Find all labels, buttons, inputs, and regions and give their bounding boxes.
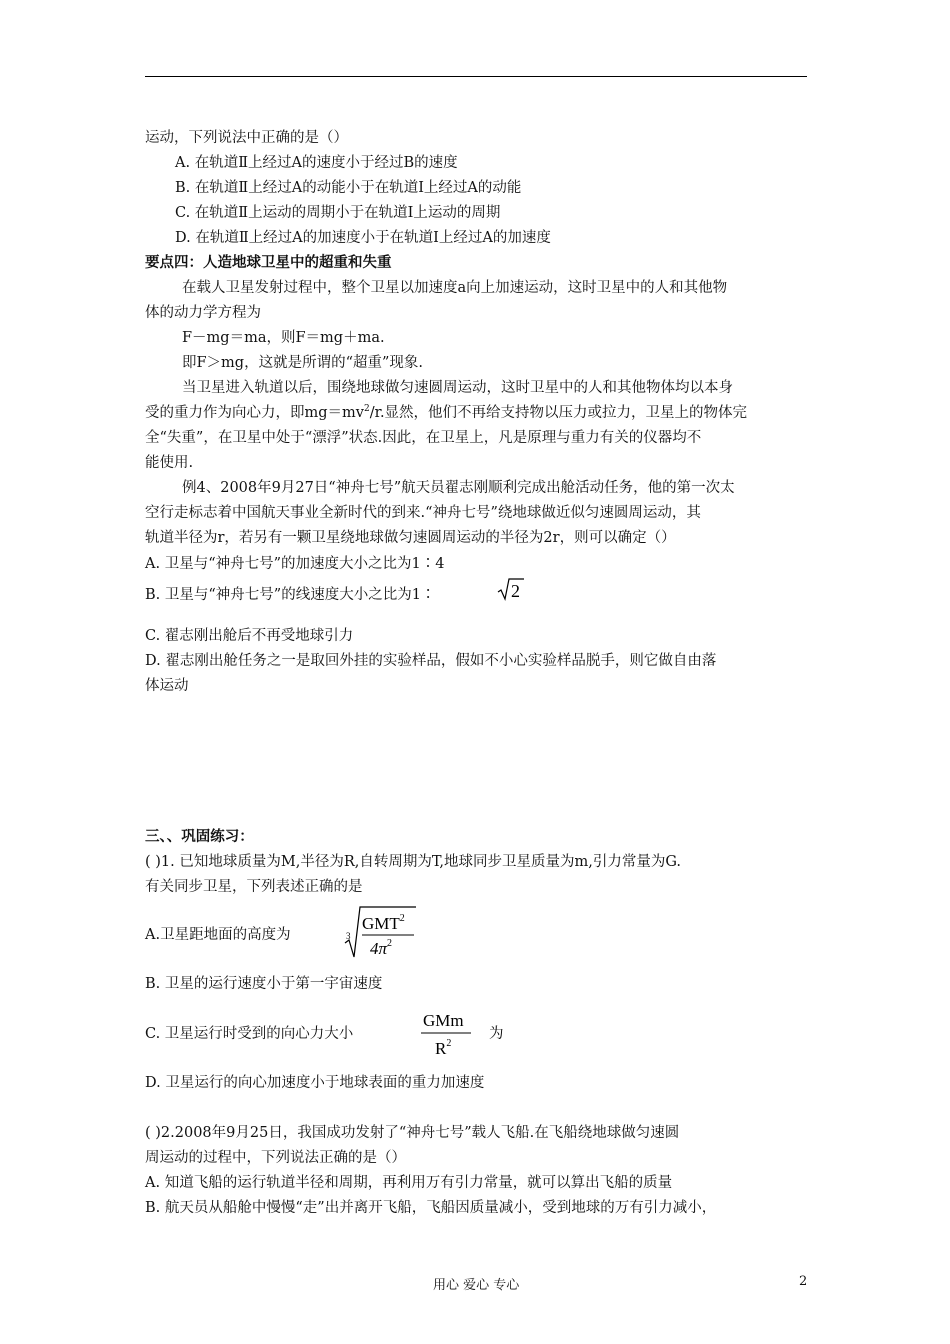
example-option-d: D. 翟志刚出舱任务之一是取回外挂的实验样品，假如不小心实验样品脱手，则它做自由落 — [145, 653, 717, 669]
question-line: ( )2.2008年9月25日，我国成功发射了“神舟七号”载人飞船.在飞船绕地球做匀速圆 — [145, 1125, 680, 1141]
option-d: D. 在轨道Ⅱ上经过A的加速度小于在轨道Ⅰ上经过A的加速度 — [175, 230, 551, 246]
denominator-base: 4π — [370, 939, 388, 958]
example-option-d-cont: 体运动 — [145, 678, 189, 694]
footer-motto: 用心 爱心 专心 — [433, 1278, 520, 1293]
paragraph-line: 当卫星进入轨道以后，围绕地球做匀速圆周运动，这时卫星中的人和其他物体均以本身 — [182, 380, 733, 396]
numerator — [362, 913, 405, 933]
equation-line: F－mg＝ma，则F＝mg＋ma. — [182, 330, 385, 346]
text-run: 为 — [489, 1026, 504, 1042]
denominator — [435, 1038, 451, 1058]
question-line: 周运动的过程中，下列说法正确的是（） — [145, 1150, 406, 1166]
question-option-b: B. 航天员从船舱中慢慢“走”出并离开飞船，飞船因质量减小，受到地球的万有引力减小， — [145, 1200, 717, 1216]
example-option-b: B. 卫星与“神舟七号”的线速度大小之比为1∶ — [145, 587, 436, 603]
example-option-c: C. 翟志刚出舱后不再受地球引力 — [145, 628, 354, 644]
option-a: A. 在轨道Ⅱ上经过A的速度小于经过B的速度 — [175, 155, 458, 171]
numerator: GMm — [423, 1011, 464, 1030]
paragraph-line: 体的动力学方程为 — [145, 305, 261, 321]
question-line: 有关同步卫星，下列表述正确的是 — [145, 879, 363, 895]
question-option-d: D. 卫星运行的向心加速度小于地球表面的重力加速度 — [145, 1075, 485, 1091]
denominator-exp: 2 — [446, 1038, 452, 1049]
text-run: 受的重力作为向心力，即mg＝mv — [145, 405, 364, 421]
text-run: /r.显然，他们不再给支持物以压力或拉力，卫星上的物体完 — [369, 405, 748, 421]
header-rule — [145, 76, 807, 77]
superscript: 2 — [363, 404, 370, 415]
paragraph-line: 在载人卫星发射过程中，整个卫星以加速度a向上加速运动，这时卫星中的人和其他物 — [182, 280, 728, 296]
paragraph-line: 即F＞mg，这就是所谓的“超重”现象. — [182, 355, 424, 371]
question-line: ( )1. 已知地球质量为M,半径为R,自转周期为T,地球同步卫星质量为m,引力常量为G. — [145, 854, 682, 870]
denominator-base: R — [435, 1039, 447, 1058]
example-line: 空行走标志着中国航天事业全新时代的到来.“神舟七号”绕地球做近似匀速圆周运动，其 — [145, 505, 701, 521]
page-number: 2 — [799, 1274, 808, 1289]
question-option-c: C. 卫星运行时受到的向心力大小 — [145, 1026, 354, 1042]
example-line: 轨道半径为r，若另有一颗卫星绕地球做匀速圆周运动的半径为2r，则可以确定（） — [145, 530, 676, 546]
numerator-base: GMT — [362, 914, 400, 933]
cube-root-formula — [340, 905, 420, 961]
example-option-a: A. 卫星与“神舟七号”的加速度大小之比为1∶4 — [145, 556, 445, 572]
root-index: 3 — [346, 931, 351, 941]
question-option-b: B. 卫星的运行速度小于第一宇宙速度 — [145, 976, 383, 992]
numerator-exp: 2 — [399, 913, 405, 924]
force-formula — [418, 1006, 474, 1058]
paragraph-line — [145, 404, 747, 422]
paragraph-line: 能使用. — [145, 455, 194, 471]
question-option-a: A. 知道飞船的运行轨道半径和周期，再利用万有引力常量，就可以算出飞船的质量 — [145, 1175, 673, 1191]
option-c: C. 在轨道Ⅱ上运动的周期小于在轨道Ⅰ上运动的周期 — [175, 205, 501, 221]
question-option-a: A.卫星距地面的高度为 — [145, 927, 291, 943]
radicand: 2 — [511, 581, 520, 601]
paragraph-line: 全“失重”，在卫星中处于“漂浮”状态.因此，在卫星上，凡是原理与重力有关的仪器均不 — [145, 430, 702, 446]
section-heading: 要点四：人造地球卫星中的超重和失重 — [145, 255, 392, 271]
section-heading: 三、、巩固练习： — [145, 829, 254, 845]
denominator-exp: 2 — [387, 938, 393, 949]
text-line: 运动，下列说法中正确的是（） — [145, 130, 348, 146]
denominator — [370, 938, 392, 958]
sqrt-formula — [496, 577, 526, 603]
example-line: 例4、2008年9月27日“神舟七号”航天员翟志刚顺利完成出舱活动任务，他的第一次太 — [182, 480, 735, 496]
option-b: B. 在轨道Ⅱ上经过A的动能小于在轨道Ⅰ上经过A的动能 — [175, 180, 522, 196]
